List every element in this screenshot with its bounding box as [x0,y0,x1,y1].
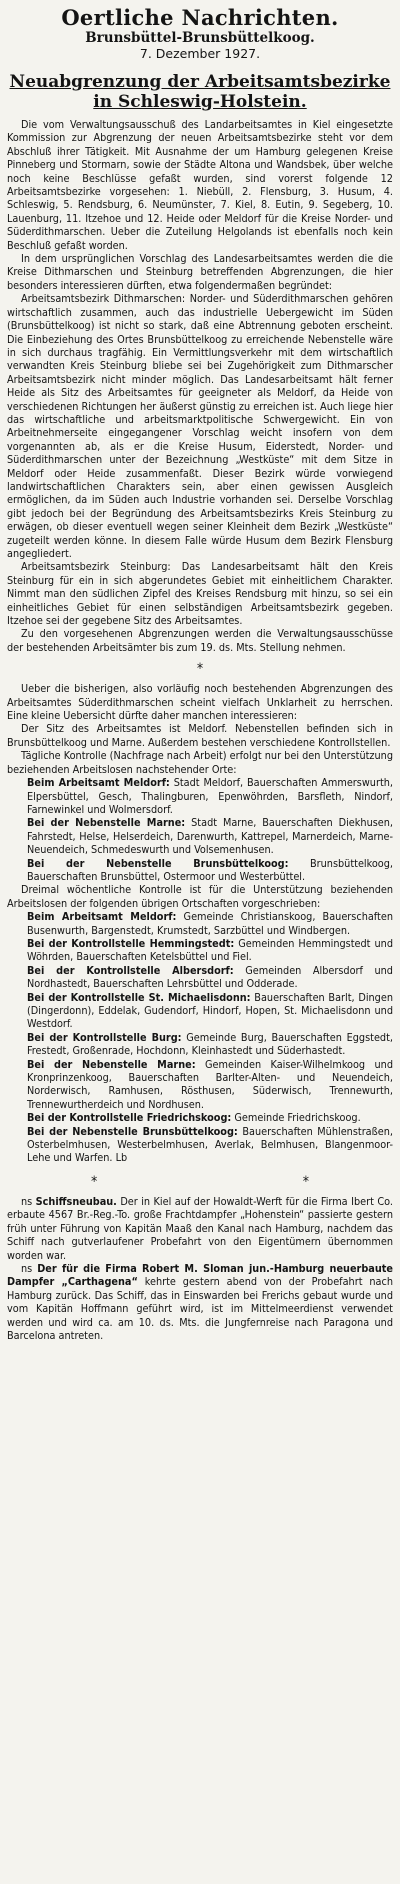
office-places: Gemeinden Albersdorf und Nordhastedt, Bauerschaften Lehrsbüttel und Odderade. [27,963,393,991]
paragraph: Dreimal wöchentliche Kontrolle ist für die Unterstützung beziehenden Arbeitslosen der folgenden übrigen Ortschaften vorgeschrieben: [7,883,393,910]
list-item [7,776,393,816]
list-item [7,964,393,991]
office-label: Bei der Kontrollstelle Friedrichskoog: [27,1111,232,1125]
office-label: Beim Arbeitsamt Meldorf: [27,910,177,924]
office-label: Bei der Nebenstelle Marne: [27,816,186,830]
office-places: Bauerschaften Mühlenstraßen, Osterbelmhusen, Westerbelmhusen, Averlak, Belmhusen, Blangenmoor-Lehe und Warfen. [27,1124,393,1165]
news-text: Der in Kiel auf der Howaldt-Werft für die Firma Ibert Co. erbaute 4567 Br.-Reg.-To. große Frachtdampfer „Hohenstein“ passierte gestern früh unter Führung von Kapitän Maaß den Kanal nach Hamburg, nachdem das Schiff nach gutverlaufener Probefahrt von den Eigentümern übernommen worden war. [7,1194,393,1262]
news-item [7,1262,393,1342]
list-item [7,937,393,964]
separator-star: * [196,661,204,678]
list-item [7,1125,393,1165]
office-places: Gemeinden Hemmingstedt und Wöhrden, Bauerschaften Ketelsbüttel und Fiel. [27,936,393,964]
office-places: Bauerschaften Barlt, Dingen (Dingerdonn), Eddelak, Gudendorf, Hindorf, Hopen, St. Michaelisdonn und Westdorf. [27,990,393,1031]
news-lead: Der für die Firma Robert M. Sloman jun.-Hamburg neuerbaute Dampfer „Carthagena“ [7,1261,393,1289]
separator-stars [91,1173,309,1191]
paragraph: Ueber die bisherigen, also vorläufig noch bestehenden Abgrenzungen des Arbeitsamtes Süderdithmarschen scheint vielfach Unklarheit zu herrschen. Eine kleine Uebersicht dürfte daher manchen interessieren: [7,682,393,723]
office-places: Gemeinde Christianskoog, Bauerschaften Busenwurth, Bargenstedt, Krumstedt, Sarzbüttel und Windbergen. [27,910,393,937]
news-lead: Schiffsneubau. [35,1194,117,1208]
paragraph: In dem ursprünglichen Vorschlag des Landesarbeitsamtes werden die die Kreise Dithmarschen und Steinburg betreffenden Abgrenzungen, die hier besonders interessieren dürften, etwa folgendermaßen begründet: [7,252,393,292]
list-item [7,1031,393,1058]
office-places: Gemeinden Kaiser-Wilhelmkoog und Kronprinzenkoog, Bauerschaften Barlter-Alten- und Neuendeich, Norderwisch, Ramhusen, Rösthusen, Süderwisch, Trennewurth, Trennewurtherdeich und Nordhusen. [27,1057,393,1111]
office-label: Bei der Nebenstelle Brunsbüttelkoog: [27,1124,238,1138]
author-mark: Lb [115,1151,128,1165]
office-label: Bei der Nebenstelle Marne: [27,1057,196,1071]
separator-star-right: * [302,1173,309,1190]
list-item [7,1058,393,1112]
list-item [7,991,393,1031]
headline-line-1: Neuabgrenzung der Arbeitsamtsbezirke [9,72,391,92]
section-subtitle: Brunsbüttel-Brunsbüttelkoog. [85,30,315,46]
issue-date: 7. Dezember 1927. [139,46,261,61]
news-prefix: ns [21,1194,33,1208]
office-label: Bei der Kontrollstelle St. Michaelisdonn: [27,990,251,1004]
article-body [7,118,393,1342]
daily-list [7,776,393,883]
office-places: Gemeinde Burg, Bauerschaften Eggstedt, Frestedt, Großenrade, Hochdonn, Kleinhastedt und Süderhastedt. [27,1030,393,1058]
office-label: Bei der Nebenstelle Brunsbüttelkoog: [27,856,289,870]
list-item [7,910,393,937]
paragraph: Zu den vorgesehenen Abgrenzungen werden die Verwaltungsausschüsse der bestehenden Arbeitsämter bis zum 19. ds. Mts. Stellung nehmen. [7,627,393,654]
weekly-list [7,910,393,1165]
office-places: Stadt Marne, Bauerschaften Diekhusen, Fahrstedt, Helse, Helserdeich, Darenwurth, Kattrepel, Marnerdeich, Marne-Neuendeich, Schmedeswurth und Volsemenhusen. [27,816,394,857]
office-label: Bei der Kontrollstelle Albersdorf: [27,963,234,977]
list-item [7,816,393,856]
office-label: Bei der Kontrollstelle Burg: [27,1030,182,1044]
news-text: kehrte gestern abend von der Probefahrt nach Hamburg zurück. Das Schiff, das in Einswarden bei Frerichs gebaut wurde und vom Kapitän Hoffmann geführt wird, ist im Mittelmeerdienst verwendet werden und wird ca. am 10. ds. Mts. die Jungfernreise nach Paragona und Barcelona antreten. [7,1275,393,1342]
news-prefix: ns [21,1261,33,1275]
headline-line-2: in Schleswig-Holstein. [93,92,307,112]
office-label: Beim Arbeitsamt Meldorf: [27,776,170,790]
masthead [7,6,393,62]
paragraph: Die vom Verwaltungsausschuß des Landarbeitsamtes in Kiel eingesetzte Kommission zur Abgrenzung der neuen Arbeitsamtsbezirke steht vor dem Abschluß ihrer Tätigkeit. Mit Ausnahme der um Hamburg gelegenen Kreise Pinneberg und Stormarn, sowie der Städte Altona und Wandsbek, über welche noch keine Beschlüsse gefaßt wurden, sind vorerst folgende 12 Arbeitsamtsbezirke vorgesehen: 1. Niebüll, 2. Flensburg, 3. Husum, 4. Schleswig, 5. Rendsburg, 6. Neumünster, 7. Kiel, 8. Eutin, 9. Segeberg, 10. Lauenburg, 11. Itzehoe und 12. Heide oder Meldorf für die Kreise Norder- und Süderdithmarschen. Ueber die Zuteilung Helgolands ist ebenfalls noch kein Beschluß gefaßt worden. [7,118,393,252]
office-label: Bei der Kontrollstelle Hemmingstedt: [27,936,235,950]
office-places: Gemeinde Friedrichskoog. [234,1111,361,1125]
news-item [7,1195,393,1262]
list-item [7,857,393,884]
section-title: Oertliche Nachrichten. [61,5,339,30]
paragraph: Tägliche Kontrolle (Nachfrage nach Arbeit) erfolgt nur bei den Unterstützung beziehenden Arbeitslosen nachstehender Orte: [7,749,393,776]
office-places: Stadt Meldorf, Bauerschaften Ammerswurth, Elpersbüttel, Gesch, Thalingburen, Epenwöhrden, Barsfleth, Nindorf, Farnewinkel und Wolmersdorf. [27,776,393,816]
paragraph: Arbeitsamtsbezirk Dithmarschen: Norder- und Süderdithmarschen gehören wirtschaftlich zusammen, auch das industrielle Uebergewicht im Süden (Brunsbüttelkoog) ist nicht so stark, daß eine Abtrennung geboten erscheint. Die Einbeziehung des Ortes Brunsbüttelkoog zu erreichende Nebenstelle wäre in sich durchaus tragfähig. Ein Vermittlungsverkehr mit dem wirtschaftlich verwandten Kreis Steinburg bliebe sei bei Zugehörigkeit zum Dithmarscher Arbeitsamtsbezirk nicht minder möglich. Das Landesarbeitsamt hält ferner Heide als Sitz des Arbeitsamtes für geeigneter als Meldorf, da Heide von verschiedenen Richtungen her äußerst günstig zu erreichen ist. Auch liege hier das wirtschaftliche und arbeitsmarktpolitische Schwergewicht. Ein von Arbeitnehmerseite eingegangener Vorschlag weicht insofern von dem vorgenannten ab, als er die Kreise Husum, Eiderstedt, Norder- und Süderdithmarschen unter der Bezeichnung „Westküste“ mit dem Sitze in Meldorf oder Heide zusammenfaßt. Dieser Bezirk würde vorwiegend landwirtschaftlichen Charakters sein, aber einen gewissen Ausgleich ermöglichen, da im Süden auch Industrie vorhanden sei. Derselbe Vorschlag gibt jedoch bei der Begründung des Arbeitsamtsbezirks Kreis Steinburg zu erwägen, ob dieser eventuell wegen seiner Kleinheit dem Bezirk „Westküste“ zugeteilt werden könne. In diesem Falle würde Husum dem Bezirk Flensburg angegliedert. [7,292,393,560]
paragraph: Der Sitz des Arbeitsamtes ist Meldorf. Nebenstellen befinden sich in Brunsbüttelkoog und Marne. Außerdem bestehen verschiedene Kontrollstellen. [7,722,393,749]
list-item [7,1111,393,1124]
paragraph: Arbeitsamtsbezirk Steinburg: Das Landesarbeitsamt hält den Kreis Steinburg für ein in sich abgerundetes Gebiet mit einheitlichem Charakter. Nimmt man den südlichen Zipfel des Kreises Rendsburg mit hinzu, so sei ein einheitliches Gebiet für einen selbständigen Arbeitsamtsbezirk gegeben. Itzehoe sei der gegebene Sitz des Arbeitsamtes. [7,560,393,628]
separator-star-left: * [91,1173,98,1190]
article-headline [7,72,393,112]
office-places: Brunsbüttelkoog, Bauerschaften Brunsbüttel, Ostermoor und Westerbüttel. [27,856,393,883]
